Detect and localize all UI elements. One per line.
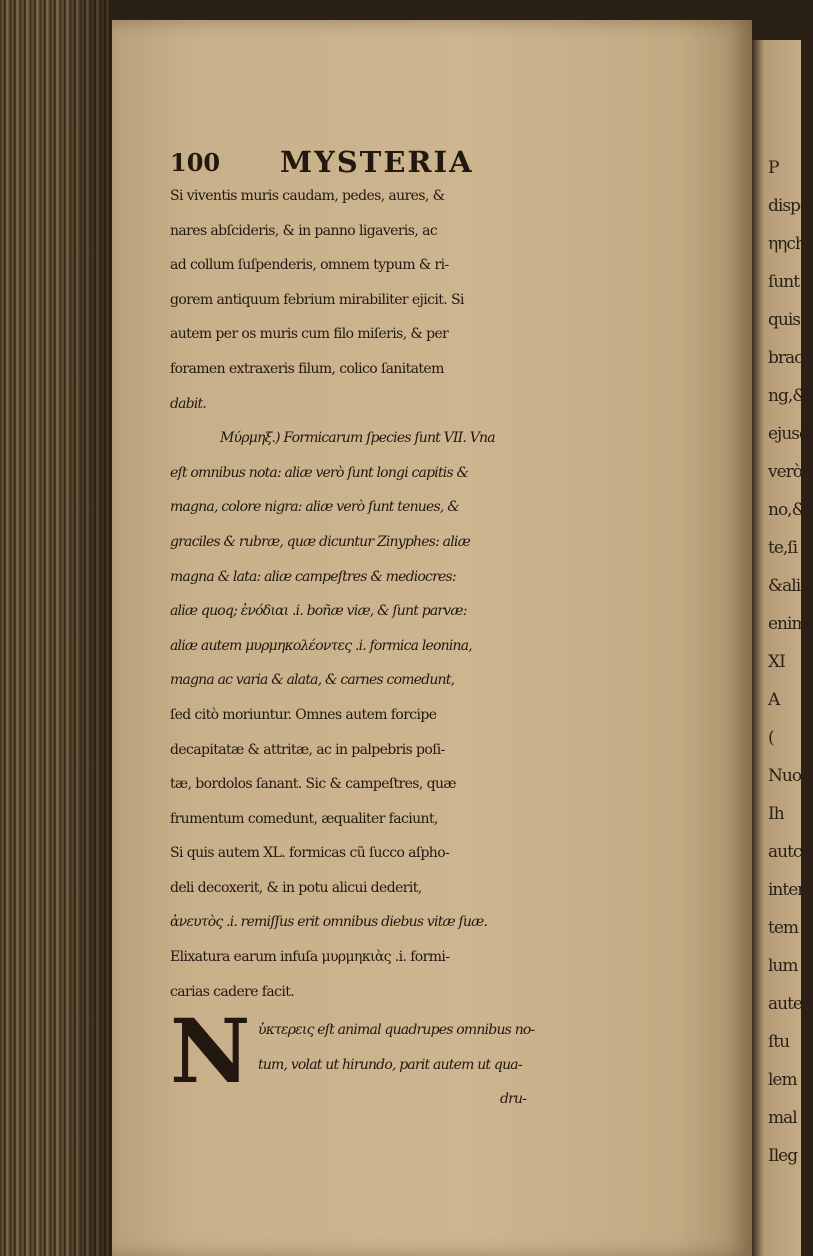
right-page-fragment: Nuo — [768, 766, 802, 786]
right-page-fragment: ng,& — [768, 386, 807, 406]
right-page-fragment: aute — [768, 994, 802, 1014]
right-page-fragment: ejusc — [768, 424, 808, 444]
text-line: autem per os muris cum filo miſeris, & per — [170, 326, 449, 343]
page-header — [170, 145, 690, 181]
right-page-fragment: te,ſi — [768, 538, 798, 558]
right-page-fragment: lum — [768, 956, 798, 976]
right-page-fragment: tem — [768, 918, 799, 938]
right-page-fragment: quis — [768, 310, 800, 330]
text-line: deli decoxerit, & in potu alicui dederit, — [170, 879, 422, 896]
right-page-fragment: ſunt — [768, 272, 800, 292]
text-line: nares abſcideris, & in panno ligaveris, ac — [170, 222, 438, 239]
page-number: 100 — [170, 148, 221, 177]
right-page-fragment: mal — [768, 1108, 797, 1128]
right-page-fragment: no,& — [768, 500, 806, 520]
text-line: dabit. — [170, 395, 207, 412]
right-page-fragment: Ileg — [768, 1146, 798, 1166]
text-line: graciles & rubræ, quæ dicuntur Zinyphes: aliæ — [170, 533, 470, 550]
body-text — [170, 179, 750, 1009]
right-page-fragment: ηηcht — [768, 234, 811, 254]
right-page-fragment: XI — [768, 652, 785, 672]
right-page-fragment: autc — [768, 842, 802, 862]
right-page-fragment: lem — [768, 1070, 797, 1090]
text-line: Si viventis muris caudam, pedes, aures, & — [170, 188, 445, 204]
catchword: dru- — [500, 1091, 527, 1108]
text-line: aliæ quoq; ἐνόδιαι .i. boñæ viæ, & ſunt parvæ: — [170, 603, 467, 620]
text-line: ὑκτερεις eſt animal quadrupes omnibus no- — [258, 1022, 535, 1038]
text-line: magna, colore nigra: aliæ verò ſunt tenues, & — [170, 499, 459, 516]
text-line: decapitatæ & attritæ, ac in palpebris poſi- — [170, 741, 445, 758]
adjacent-page-right — [752, 40, 813, 1256]
right-page-fragment: ſtu — [768, 1032, 790, 1052]
right-page-fragment: brach — [768, 348, 813, 368]
right-page-fragment: P — [768, 158, 779, 178]
text-line: Μύρμηξ.) Formicarum ſpecies ſunt VII. Vna — [220, 430, 495, 447]
right-page-fragment: inter — [768, 880, 805, 900]
right-page-fragment: ( — [768, 728, 774, 748]
book-edge-left — [0, 0, 112, 1256]
text-line: magna & lata: aliæ campeſtres & mediocres: — [170, 568, 456, 585]
text-line: gorem antiquum febrium mirabiliter ejicit. Si — [170, 291, 464, 308]
right-page-fragment: &ali — [768, 576, 801, 596]
text-line: tum, volat ut hirundo, parit autem ut qua- — [258, 1056, 522, 1073]
drop-initial: N — [170, 999, 251, 1103]
text-line: magna ac varia & alata, & carnes comedunt, — [170, 672, 455, 689]
section-nycteris — [170, 999, 750, 1117]
text-line: ἀνευτὸς .i. remiſſus erit omnibus diebus vitæ ſuæ. — [170, 914, 488, 931]
text-line: foramen extraxeris filum, colico ſanitatem — [170, 360, 444, 377]
text-line: Elixatura earum infuſa μυρμηκιὰς .i. formi- — [170, 949, 450, 966]
running-head: MYSTERIA — [280, 145, 474, 179]
text-line: tæ, bordolos ſanant. Sic & campeſtres, quæ — [170, 776, 456, 793]
right-page-fragment: enim — [768, 614, 807, 634]
right-page-fragment: Ih — [768, 804, 784, 824]
right-page-fragment: verò — [768, 462, 803, 482]
text-line: carias cadere facit. — [170, 983, 295, 1000]
text-line: frumentum comedunt, æqualiter faciunt, — [170, 810, 438, 827]
text-line: ad collum ſuſpenderis, omnem typum & ri- — [170, 257, 449, 274]
text-line: eſt omnibus nota: aliæ verò ſunt longi capitis & — [170, 464, 469, 481]
text-line: aliæ autem μυρμηκολέοντες .i. formica leonina, — [170, 637, 472, 654]
right-page-fragment: A — [768, 690, 780, 710]
text-line: Si quis autem XL. formicas cũ ſucco aſpho- — [170, 845, 450, 862]
right-page-fragment: dispo — [768, 196, 810, 216]
text-line: ſed citò moriuntur. Omnes autem forcipe — [170, 706, 437, 723]
